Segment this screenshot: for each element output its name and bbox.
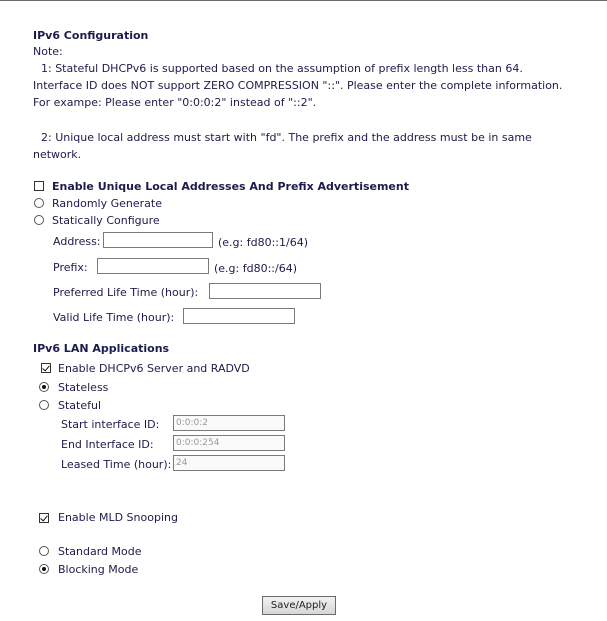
blocking-mode-radio[interactable] bbox=[39, 564, 49, 574]
enable-dhcpv6-label: Enable DHCPv6 Server and RADVD bbox=[58, 362, 250, 375]
note-line-3: For exampe: Please enter "0:0:0:2" instead of "::2". bbox=[33, 96, 317, 109]
address-field[interactable] bbox=[103, 232, 213, 248]
prefix-field[interactable] bbox=[97, 258, 209, 274]
address-label: Address: bbox=[53, 235, 101, 248]
enable-mld-snooping-label: Enable MLD Snooping bbox=[58, 511, 178, 524]
valid-life-time-field[interactable] bbox=[183, 308, 295, 324]
note-line-1: 1: Stateful DHCPv6 is supported based on the assumption of prefix length less than 64. bbox=[41, 62, 523, 75]
start-interface-id-field[interactable] bbox=[173, 415, 285, 431]
save-apply-button[interactable]: Save/Apply bbox=[262, 596, 336, 615]
enable-ula-checkbox[interactable] bbox=[34, 181, 44, 191]
stateless-radio[interactable] bbox=[39, 382, 49, 392]
lan-applications-heading: IPv6 LAN Applications bbox=[33, 342, 170, 355]
prefix-hint: (e.g: fd80::/64) bbox=[214, 262, 297, 275]
enable-dhcpv6-checkbox[interactable] bbox=[41, 363, 51, 373]
stateful-label: Stateful bbox=[58, 399, 102, 412]
leased-time-label: Leased Time (hour): bbox=[61, 458, 172, 471]
valid-life-time-label: Valid Life Time (hour): bbox=[53, 311, 175, 324]
statically-configure-radio[interactable] bbox=[34, 215, 44, 225]
prefix-label: Prefix: bbox=[53, 261, 88, 274]
preferred-life-time-label: Preferred Life Time (hour): bbox=[53, 286, 199, 299]
note-label: Note: bbox=[33, 45, 63, 58]
randomly-generate-radio[interactable] bbox=[34, 198, 44, 208]
enable-ula-label: Enable Unique Local Addresses And Prefix Advertisement bbox=[52, 180, 409, 193]
standard-mode-radio[interactable] bbox=[39, 546, 49, 556]
leased-time-field[interactable] bbox=[173, 455, 285, 471]
end-interface-id-field[interactable] bbox=[173, 435, 285, 451]
standard-mode-label: Standard Mode bbox=[58, 545, 142, 558]
stateless-label: Stateless bbox=[58, 381, 109, 394]
note-line-4: 2: Unique local address must start with "fd". The prefix and the address must be in same bbox=[41, 131, 532, 144]
top-divider bbox=[0, 0, 607, 1]
note-line-5: network. bbox=[33, 148, 82, 161]
statically-configure-label: Statically Configure bbox=[52, 214, 160, 227]
address-hint: (e.g: fd80::1/64) bbox=[218, 236, 308, 249]
note-line-2: Interface ID does NOT support ZERO COMPRESSION "::". Please enter the complete information. bbox=[33, 79, 563, 92]
stateful-radio[interactable] bbox=[39, 400, 49, 410]
randomly-generate-label: Randomly Generate bbox=[52, 197, 162, 210]
blocking-mode-label: Blocking Mode bbox=[58, 563, 139, 576]
start-interface-id-label: Start interface ID: bbox=[61, 418, 160, 431]
preferred-life-time-field[interactable] bbox=[209, 283, 321, 299]
end-interface-id-label: End Interface ID: bbox=[61, 438, 154, 451]
page-title: IPv6 Configuration bbox=[33, 29, 149, 42]
enable-mld-snooping-checkbox[interactable] bbox=[39, 513, 49, 523]
